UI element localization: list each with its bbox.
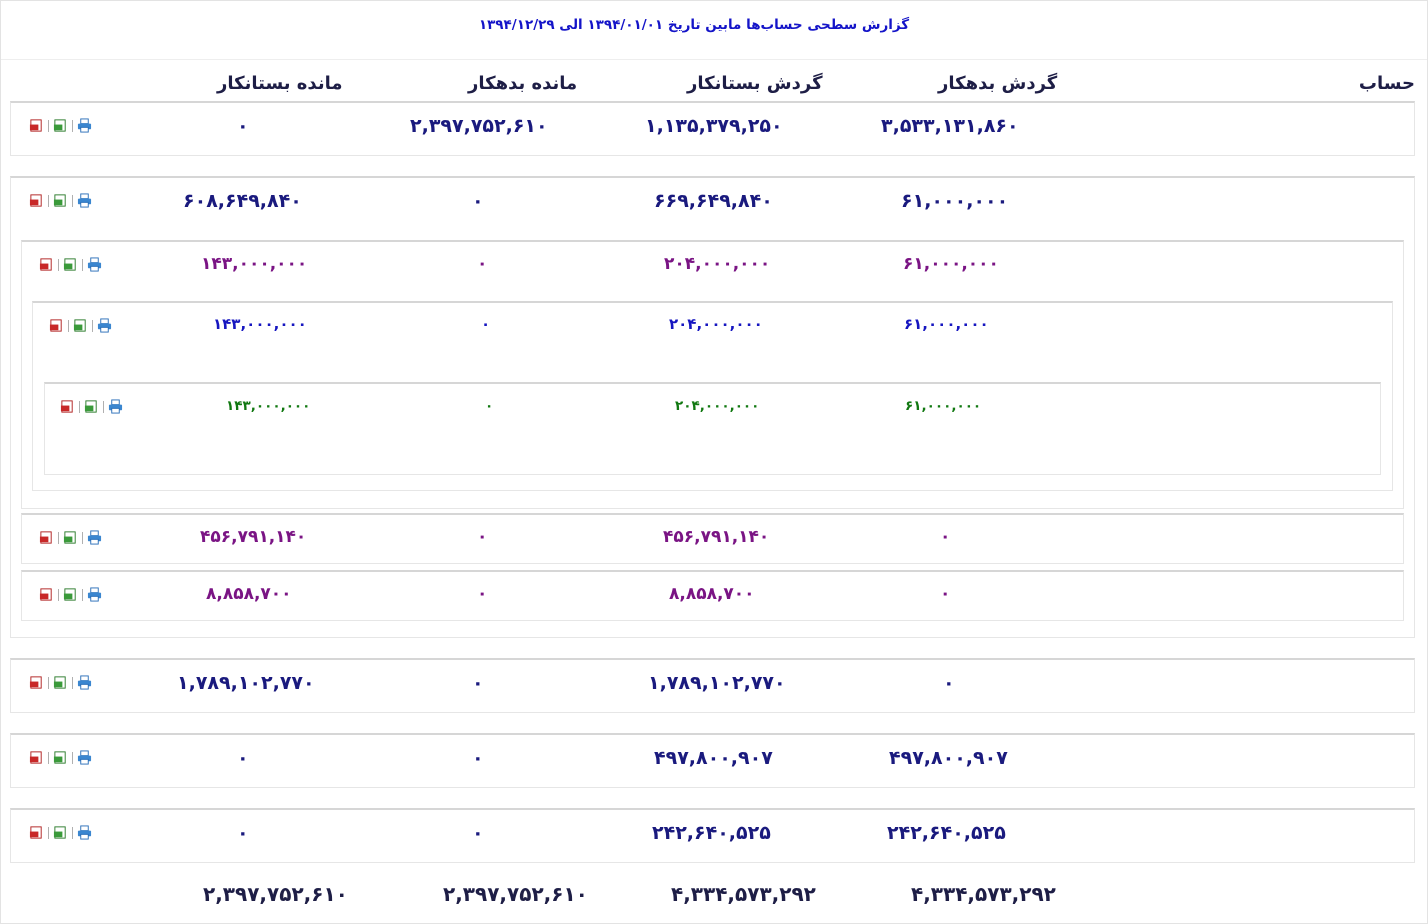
pdf-export-icon[interactable] xyxy=(39,587,54,602)
pdf-export-icon[interactable] xyxy=(29,193,44,208)
credit-balance-value: ۱۴۳,۰۰۰,۰۰۰ xyxy=(201,254,308,274)
debit-turnover-value: ۳,۵۳۳,۱۳۱,۸۶۰ xyxy=(881,115,1019,137)
credit-turnover-value: ۴۹۷,۸۰۰,۹۰۷ xyxy=(654,747,773,769)
debit-turnover-value: ۶۱,۰۰۰,۰۰۰ xyxy=(903,254,999,274)
excel-export-icon[interactable] xyxy=(84,399,99,414)
row-actions xyxy=(49,318,112,333)
print-icon[interactable] xyxy=(87,587,102,602)
excel-export-icon[interactable] xyxy=(63,587,78,602)
debit-turnover-value: ۴۹۷,۸۰۰,۹۰۷ xyxy=(889,747,1008,769)
debit-turnover-value: ۰ xyxy=(940,527,951,547)
excel-export-icon[interactable] xyxy=(63,257,78,272)
print-icon[interactable] xyxy=(77,750,92,765)
row-actions xyxy=(29,675,92,690)
header-credit-balance: مانده بستانکار xyxy=(217,73,343,94)
report-title: گزارش سطحی حساب‌ها مابین تاریخ ۱۳۹۴/۰۱/۰۱ الی ۱۳۹۴/۱۲/۲۹ xyxy=(478,17,910,33)
credit-balance-value: ۰ xyxy=(237,747,249,769)
title-divider xyxy=(1,59,1427,60)
row-actions xyxy=(39,530,102,545)
credit-balance-value: ۱۴۳,۰۰۰,۰۰۰ xyxy=(226,398,311,414)
credit-turnover-value: ۱,۷۸۹,۱۰۲,۷۷۰ xyxy=(648,672,786,694)
total-debit-balance: ۲,۳۹۷,۷۵۲,۶۱۰ xyxy=(443,882,588,906)
credit-turnover-value: ۲۰۴,۰۰۰,۰۰۰ xyxy=(664,254,771,274)
excel-export-icon[interactable] xyxy=(53,750,68,765)
pdf-export-icon[interactable] xyxy=(49,318,64,333)
print-icon[interactable] xyxy=(77,825,92,840)
row-actions xyxy=(29,193,92,208)
row-actions xyxy=(29,118,92,133)
header-debit-balance: مانده بدهکار xyxy=(468,73,578,94)
credit-balance-value: ۱۴۳,۰۰۰,۰۰۰ xyxy=(213,315,307,333)
credit-turnover-value: ۸,۸۵۸,۷۰۰ xyxy=(669,584,755,604)
credit-turnover-value: ۲۴۲,۶۴۰,۵۲۵ xyxy=(652,822,771,844)
pdf-export-icon[interactable] xyxy=(29,750,44,765)
print-icon[interactable] xyxy=(77,675,92,690)
credit-balance-value: ۸,۸۵۸,۷۰۰ xyxy=(206,584,292,604)
row-actions xyxy=(60,399,123,414)
credit-balance-value: ۶۰۸,۶۴۹,۸۴۰ xyxy=(183,190,302,212)
credit-balance-value: ۰ xyxy=(237,822,249,844)
pdf-export-icon[interactable] xyxy=(29,825,44,840)
credit-turnover-value: ۱,۱۳۵,۳۷۹,۲۵۰ xyxy=(645,115,783,137)
excel-export-icon[interactable] xyxy=(73,318,88,333)
total-debit-turnover: ۴,۳۳۴,۵۷۳,۲۹۲ xyxy=(911,882,1056,906)
debit-balance-value: ۰ xyxy=(472,672,484,694)
excel-export-icon[interactable] xyxy=(53,825,68,840)
pdf-export-icon[interactable] xyxy=(39,257,54,272)
debit-balance-value: ۲,۳۹۷,۷۵۲,۶۱۰ xyxy=(410,115,548,137)
pdf-export-icon[interactable] xyxy=(39,530,54,545)
debit-balance-value: ۰ xyxy=(477,584,488,604)
pdf-export-icon[interactable] xyxy=(29,675,44,690)
row-actions xyxy=(29,750,92,765)
debit-balance-value: ۰ xyxy=(485,398,494,414)
debit-balance-value: ۰ xyxy=(472,190,484,212)
debit-balance-value: ۰ xyxy=(477,527,488,547)
print-icon[interactable] xyxy=(77,193,92,208)
credit-turnover-value: ۶۶۹,۶۴۹,۸۴۰ xyxy=(654,190,773,212)
account-panel-2010200001 xyxy=(44,382,1381,475)
total-credit-balance: ۲,۳۹۷,۷۵۲,۶۱۰ xyxy=(203,882,348,906)
debit-turnover-value: ۶۱,۰۰۰,۰۰۰ xyxy=(905,398,982,414)
credit-balance-value: ۱,۷۸۹,۱۰۲,۷۷۰ xyxy=(177,672,315,694)
debit-turnover-value: ۲۴۲,۶۴۰,۵۲۵ xyxy=(887,822,1006,844)
debit-balance-value: ۰ xyxy=(472,822,484,844)
debit-balance-value: ۰ xyxy=(477,254,488,274)
print-icon[interactable] xyxy=(108,399,123,414)
credit-turnover-value: ۲۰۴,۰۰۰,۰۰۰ xyxy=(669,315,763,333)
excel-export-icon[interactable] xyxy=(63,530,78,545)
credit-turnover-value: ۲۰۴,۰۰۰,۰۰۰ xyxy=(675,398,760,414)
row-actions xyxy=(39,257,102,272)
debit-turnover-value: ۶۱,۰۰۰,۰۰۰ xyxy=(904,315,989,333)
pdf-export-icon[interactable] xyxy=(60,399,75,414)
print-icon[interactable] xyxy=(77,118,92,133)
print-icon[interactable] xyxy=(97,318,112,333)
excel-export-icon[interactable] xyxy=(53,193,68,208)
credit-turnover-value: ۴۵۶,۷۹۱,۱۴۰ xyxy=(663,527,770,547)
print-icon[interactable] xyxy=(87,530,102,545)
debit-turnover-value: ۰ xyxy=(943,672,955,694)
pdf-export-icon[interactable] xyxy=(29,118,44,133)
debit-turnover-value: ۶۱,۰۰۰,۰۰۰ xyxy=(901,190,1009,212)
total-credit-turnover: ۴,۳۳۴,۵۷۳,۲۹۲ xyxy=(671,882,816,906)
debit-balance-value: ۰ xyxy=(481,315,491,333)
credit-balance-value: ۰ xyxy=(237,115,249,137)
print-icon[interactable] xyxy=(87,257,102,272)
debit-balance-value: ۰ xyxy=(472,747,484,769)
excel-export-icon[interactable] xyxy=(53,118,68,133)
row-actions xyxy=(39,587,102,602)
debit-turnover-value: ۰ xyxy=(940,584,951,604)
header-debit-turnover: گردش بدهکار xyxy=(938,73,1058,94)
credit-balance-value: ۴۵۶,۷۹۱,۱۴۰ xyxy=(200,527,307,547)
header-credit-turnover: گردش بستانکار xyxy=(687,73,823,94)
header-account: حساب xyxy=(1358,73,1415,94)
excel-export-icon[interactable] xyxy=(53,675,68,690)
row-actions xyxy=(29,825,92,840)
